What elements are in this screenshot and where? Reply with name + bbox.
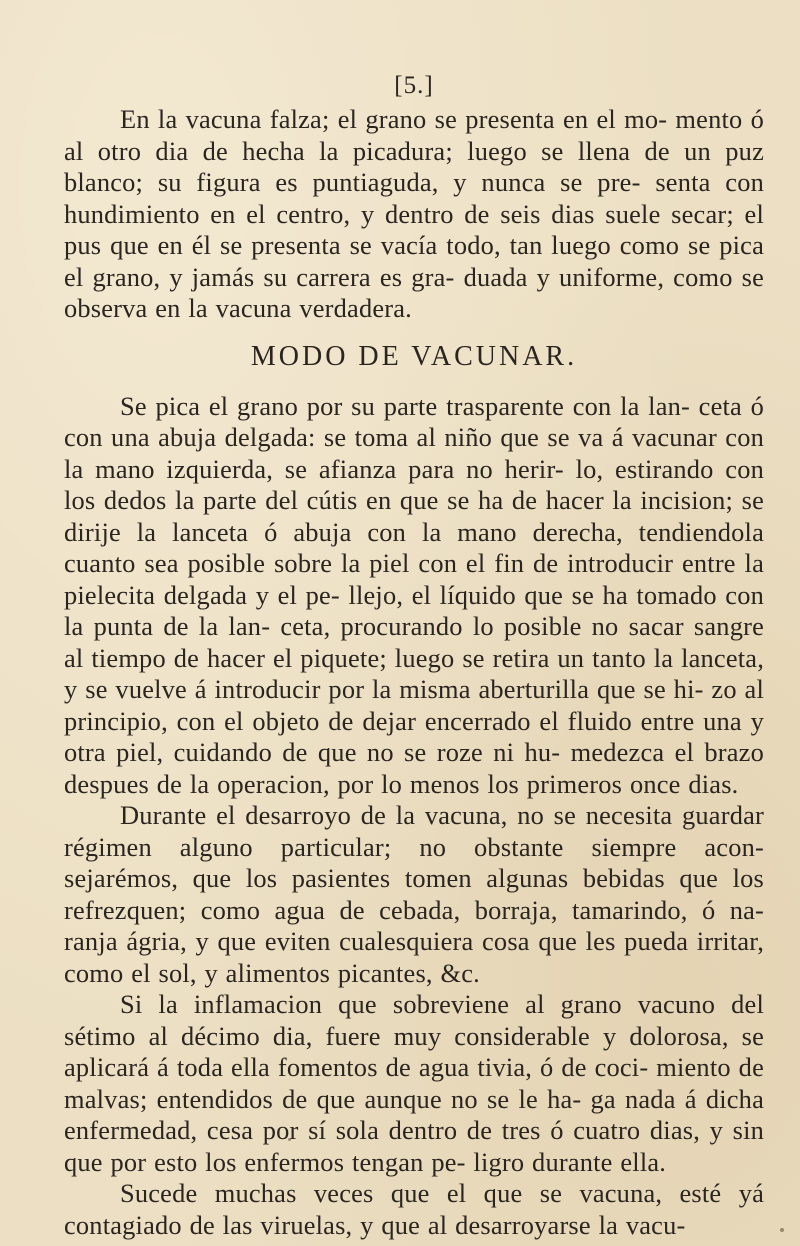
paragraph-contagion: Sucede muchas veces que el que se vacuna, esté yá contagiado de las viruelas, y que al desarroyarse la vacu- <box>64 1178 764 1240</box>
book-page <box>64 68 764 1241</box>
paper-speck <box>780 1228 784 1232</box>
section-heading: MODO DE VACUNAR. <box>250 340 578 372</box>
paragraph-false-vaccine: En la vacuna falza; el grano se presenta en el mo- mento ó al otro dia de hecha la picadura; luego se llena de un puz blanco; su figura es puntiaguda, y nunca se pre- senta con hundimiento en el centro, y dentro de seis dias suele secar; el pus que en él se presenta se vacía todo, tan luego como se pica el grano, y jamás su carrera es gra- duada y uniforme, como se observa en la vacuna verdadera. <box>64 104 764 323</box>
paragraph-regimen: Durante el desarroyo de la vacuna, no se necesita guardar régimen alguno particular; no obstante siempre acon- sejarémos, que los pasientes tomen algunas bebidas que los refrezquen; como agua de cebada, borraja, tamarindo, ó na- ranja ágria, y que eviten cualesquiera cosa que les pueda irritar, como el sol, y alimentos picantes, &c. <box>64 800 764 988</box>
page-number: [5.] <box>394 72 434 99</box>
paragraph-inflammation: Si la inflamacion que sobreviene al grano vacuno del sétimo al décimo dia, fuere muy considerable y dolorosa, se aplicará á toda ella fomentos de agua tivia, ó de coci- miento de malvas; entendidos de que aunque no se le ha- ga nada á dicha enfermedad, cesa por sí sola dentro de tres ó cuatro dias, y sin que por esto los enfermos tengan pe- ligro durante ella. <box>64 989 764 1177</box>
paragraph-procedure: Se pica el grano por su parte trasparente con la lan- ceta ó con una abuja delgada: se toma al niño que se va á vacunar con la mano izquierda, se afianza para no herir- lo, estirando con los dedos la parte del cútis en que se ha de hacer la incision; se dirije la lanceta ó abuja con la mano derecha, tendiendola cuanto sea posible sobre la piel con el fin de introducir entre la pielecita delgada y el pe- llejo, el líquido que se ha tomado con la punta de la lan- ceta, procurando lo posible no sacar sangre al tiempo de hacer el piquete; luego se retira un tanto la lanceta, y se vuelve á introducir por la misma aberturilla que se hi- zo al principio, con el objeto de dejar encerrado el fluido entre una y otra piel, cuidando de que no se roze ni hu- medezca el brazo despues de la operacion, por lo menos los primeros once dias. <box>64 390 764 799</box>
paper-speck <box>288 1138 291 1141</box>
